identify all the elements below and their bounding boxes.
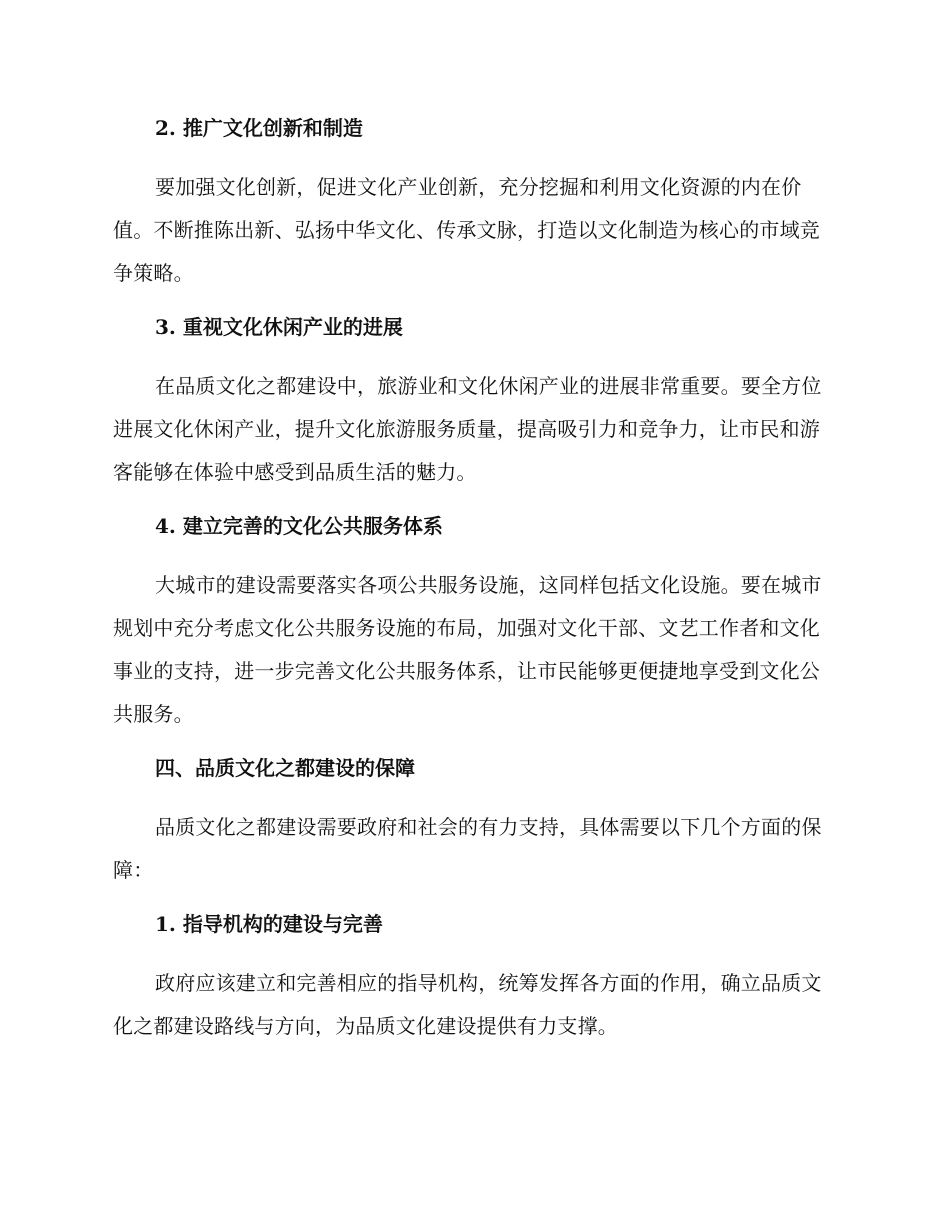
section-paragraph-guarantee: 品质文化之都建设需要政府和社会的有力支持，具体需要以下几个方面的保障： bbox=[113, 815, 822, 882]
section-paragraph-innovation: 要加强文化创新，促进文化产业创新，充分挖掘和利用文化资源的内在价值。不断推陈出新、弘扬中华文化、传承文脉，打造以文化制造为核心的市域竞争策略。 bbox=[113, 175, 820, 285]
section-paragraph-leisure: 在品质文化之都建设中，旅游业和文化休闲产业的进展非常重要。要全方位进展文化休闲产业，提升文化旅游服务质量，提高吸引力和竞争力，让市民和游客能够在体验中感受到品质生活的魅力。 bbox=[113, 374, 822, 484]
section-paragraph-guidance-body: 政府应该建立和完善相应的指导机构，统筹发挥各方面的作用，确立品质文化之都建设路线与方向，为品质文化建设提供有力支撑。 bbox=[113, 971, 822, 1038]
section-heading-innovation: 2. 推广文化创新和制造 bbox=[155, 116, 363, 140]
section-heading-public-service: 4. 建立完善的文化公共服务体系 bbox=[155, 514, 443, 538]
section-heading-guidance-body: 1. 指导机构的建设与完善 bbox=[155, 912, 383, 936]
section-heading-guarantee: 四、品质文化之都建设的保障 bbox=[155, 756, 415, 780]
section-heading-leisure: 3. 重视文化休闲产业的进展 bbox=[155, 315, 403, 339]
section-paragraph-public-service: 大城市的建设需要落实各项公共服务设施，这同样包括文化设施。要在城市规划中充分考虑文化公共服务设施的布局，加强对文化干部、文艺工作者和文化事业的支持，进一步完善文化公共服务体系，让市民能够更便捷地享受到文化公共服务。 bbox=[113, 573, 822, 726]
